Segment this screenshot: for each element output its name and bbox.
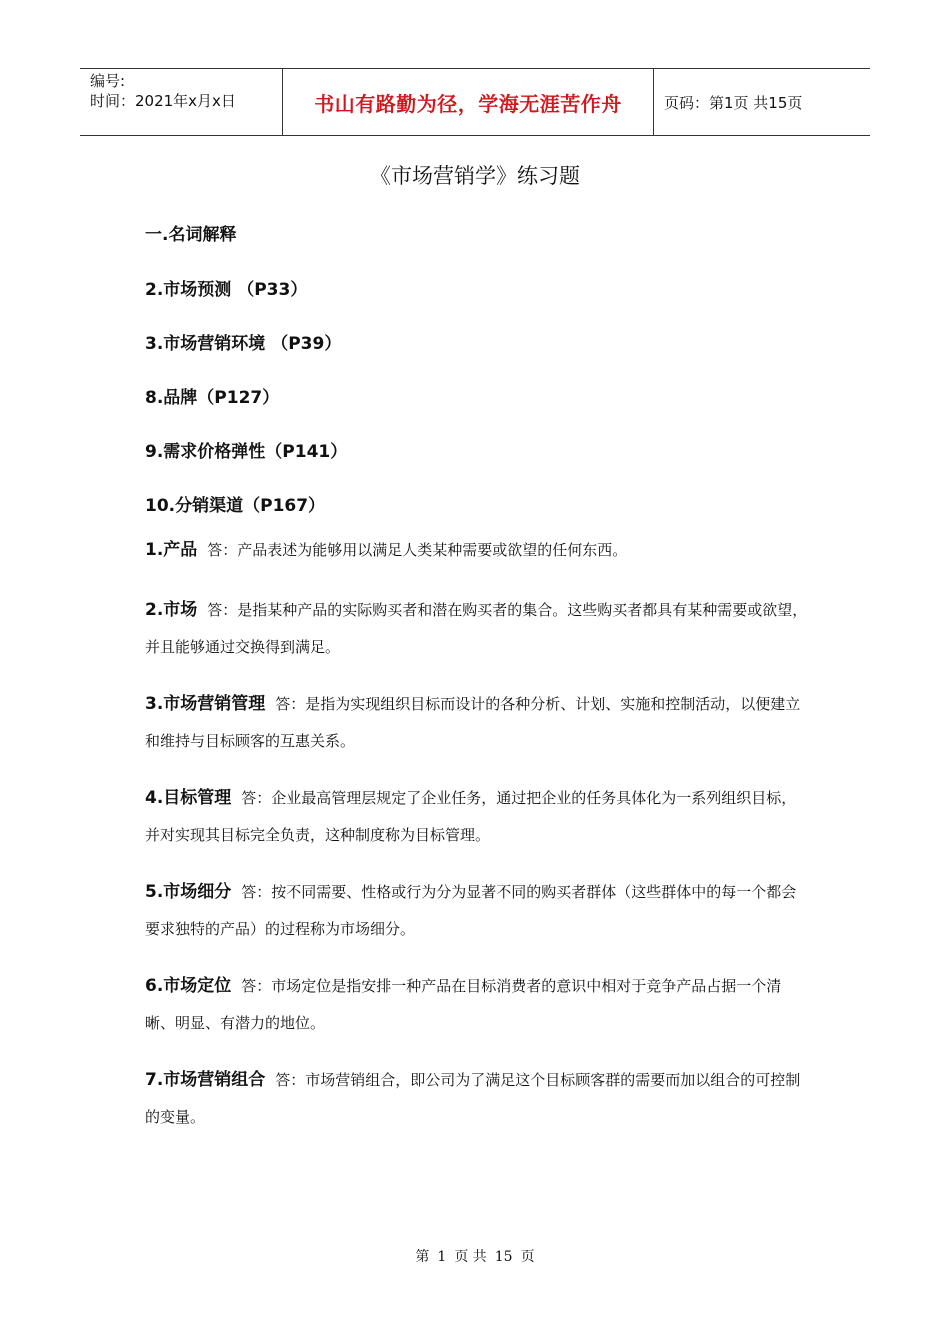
term-item: 10.分销渠道（P167）	[145, 496, 326, 516]
definition-term: 7.市场营销组合	[145, 1070, 266, 1090]
header-page-info	[654, 69, 870, 135]
definition-term: 3.市场营销管理	[145, 694, 266, 714]
definition-item	[145, 686, 810, 760]
definition-term: 6.市场定位	[145, 976, 232, 996]
definition-item	[145, 592, 810, 666]
definition-answer: 答：市场定位是指安排一种产品在目标消费者的意识中相对于竞争产品占据一个清晰、明显、有潜力的地位。	[145, 977, 782, 1032]
definition-item	[145, 532, 810, 569]
definition-item	[145, 968, 810, 1042]
definition-answer: 答：企业最高管理层规定了企业任务，通过把企业的任务具体化为一系列组织目标，并对实现其目标完全负责，这种制度称为目标管理。	[145, 789, 797, 844]
definition-item	[145, 874, 810, 948]
definition-answer: 答：产品表述为能够用以满足人类某种需要或欲望的任何东西。	[207, 541, 628, 559]
definition-term: 2.市场	[145, 600, 198, 620]
footer-current-page: 1	[437, 1249, 447, 1265]
header-table	[80, 68, 870, 136]
definition-term: 5.市场细分	[145, 882, 232, 902]
page-footer	[0, 1246, 950, 1266]
term-item: 2.市场预测 （P33）	[145, 280, 308, 300]
definition-answer: 答：按不同需要、性格或行为分为显著不同的购买者群体（这些群体中的每一个都会要求独特的产品）的过程称为市场细分。	[145, 883, 797, 938]
number-label: 编号:	[90, 72, 126, 90]
motto-text: 书山有路勤为径，学海无涯苦作舟	[314, 91, 622, 116]
definition-answer: 答：是指为实现组织目标而设计的各种分析、计划、实施和控制活动，以便建立和维持与目标顾客的互惠关系。	[145, 695, 801, 750]
footer-prefix: 第	[415, 1249, 430, 1265]
time-label: 时间：2021年x月x日	[90, 92, 236, 110]
term-item: 3.市场营销环境 （P39）	[145, 334, 342, 354]
footer-total-pages: 15	[494, 1249, 513, 1265]
term-item: 8.品牌（P127）	[145, 388, 280, 408]
footer-suffix: 页	[520, 1249, 535, 1265]
definition-answer: 答：是指某种产品的实际购买者和潜在购买者的集合。这些购买者都具有某种需要或欲望，并且能够通过交换得到满足。	[145, 601, 808, 656]
header-motto-cell	[282, 69, 654, 135]
section-heading: 一.名词解释	[145, 225, 237, 245]
footer-mid: 页 共	[454, 1249, 487, 1265]
header-meta	[80, 69, 282, 135]
term-item: 9.需求价格弹性（P141）	[145, 442, 348, 462]
definition-answer: 答：市场营销组合，即公司为了满足这个目标顾客群的需要而加以组合的可控制的变量。	[145, 1071, 801, 1126]
definition-term: 4.目标管理	[145, 788, 232, 808]
definition-item	[145, 1062, 810, 1136]
definition-item	[145, 780, 810, 854]
document-title: 《市场营销学》练习题	[370, 164, 580, 188]
page-info-text: 页码：第1页 共15页	[664, 93, 803, 112]
definition-term: 1.产品	[145, 540, 198, 560]
